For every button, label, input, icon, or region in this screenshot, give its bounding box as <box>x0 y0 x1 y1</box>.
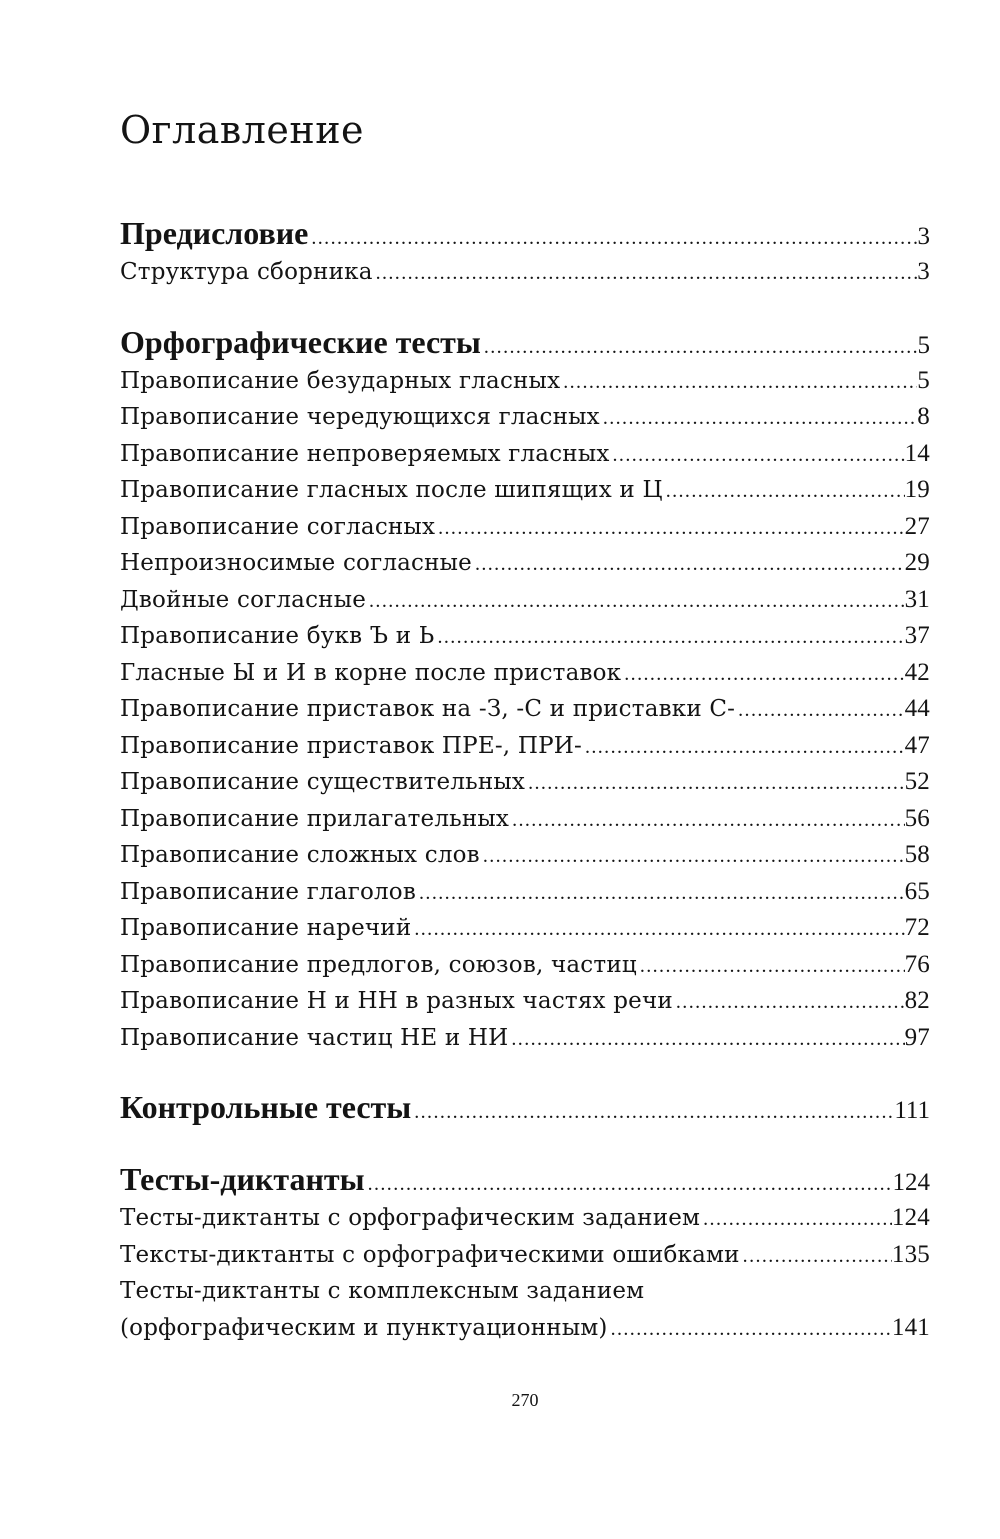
page-ref: 31 <box>904 585 930 613</box>
dot-leader <box>365 1163 893 1205</box>
toc-entry[interactable] <box>120 545 930 582</box>
entry-title: Правописание сложных слов <box>120 842 480 868</box>
section-title: Тесты-диктанты <box>120 1161 365 1197</box>
toc-entry[interactable] <box>120 801 930 838</box>
entry-title: Двойные согласные <box>120 586 367 613</box>
entry-title: Правописание наречий <box>120 915 412 941</box>
page-ref: 27 <box>904 512 930 540</box>
dot-leader <box>637 948 905 985</box>
page-ref: 8 <box>917 403 930 430</box>
page-ref: 47 <box>904 731 930 759</box>
entry-title: Правописание гласных после шипящих и Ц <box>120 477 663 503</box>
dot-leader <box>308 217 917 259</box>
toc-entry[interactable] <box>120 728 930 765</box>
dot-leader <box>621 656 904 693</box>
dot-leader <box>434 619 904 656</box>
entry-title: Гласные Ы и И в корне после приставок <box>120 659 622 686</box>
section-title: Предисловие <box>120 215 309 251</box>
page-ref: 14 <box>904 439 930 467</box>
page-ref: 135 <box>891 1240 930 1268</box>
page-ref: 97 <box>904 1023 930 1051</box>
dot-leader <box>411 911 904 948</box>
dot-leader <box>600 400 917 437</box>
dot-leader <box>508 1021 904 1058</box>
toc-section-heading[interactable] <box>120 1086 930 1128</box>
page-ref: 29 <box>904 549 930 576</box>
section-title: Орфографические тесты <box>120 323 481 360</box>
toc-entry[interactable] <box>120 947 930 984</box>
page-ref: 82 <box>904 987 930 1014</box>
toc-entry[interactable] <box>120 983 930 1020</box>
entry-title: Правописание согласных <box>120 513 436 540</box>
dot-leader <box>472 546 905 583</box>
toc-entry[interactable] <box>120 691 930 728</box>
entry-title: Правописание чередующихся гласных <box>120 404 600 430</box>
page-ref: 37 <box>904 622 930 649</box>
entry-title: Правописание предлогов, союзов, частиц <box>120 951 637 978</box>
page-title: Оглавление <box>120 108 365 152</box>
toc-entry[interactable] <box>120 764 930 801</box>
toc-section <box>120 321 930 1057</box>
entry-title: Структура сборника <box>120 259 373 285</box>
page-ref: 124 <box>891 1204 930 1231</box>
dot-leader <box>582 729 905 766</box>
toc-entry[interactable] <box>120 1310 930 1347</box>
toc-entry[interactable] <box>120 1020 930 1057</box>
toc-section <box>120 1086 930 1128</box>
dot-leader <box>480 838 905 875</box>
dot-leader <box>481 326 918 368</box>
page-ref: 76 <box>904 950 930 978</box>
toc-entry[interactable] <box>120 1200 930 1237</box>
toc-section <box>120 1158 930 1346</box>
entry-title: Правописание безударных гласных <box>120 367 561 394</box>
entry-title: (орфографическим и пунктуационным) <box>120 1314 608 1341</box>
entry-title: Правописание букв Ъ и Ь <box>120 623 435 649</box>
toc-section-heading[interactable] <box>120 321 930 363</box>
entry-title: Правописание глаголов <box>120 878 417 905</box>
entry-title: Правописание приставок на -З, -С и приставки С- <box>120 696 736 722</box>
page-ref: 5 <box>917 331 930 359</box>
page-ref: 124 <box>892 1169 930 1196</box>
page-ref: 5 <box>917 366 930 394</box>
toc-entry[interactable] <box>120 254 930 291</box>
dot-leader <box>673 984 905 1021</box>
dot-leader <box>366 583 905 620</box>
page-ref: 3 <box>917 223 930 250</box>
entry-title: Правописание непроверяемых гласных <box>120 440 610 467</box>
toc-entry[interactable] <box>120 582 930 619</box>
page-ref: 56 <box>904 804 930 832</box>
dot-leader <box>608 1311 892 1348</box>
toc-entry[interactable] <box>120 363 930 400</box>
dot-leader <box>740 1238 892 1275</box>
toc-entry[interactable] <box>120 618 930 655</box>
toc-section <box>120 212 930 291</box>
toc-entry[interactable] <box>120 910 930 947</box>
dot-leader <box>373 255 918 292</box>
page-ref: 141 <box>891 1313 930 1341</box>
dot-leader <box>735 692 904 729</box>
entry-title: Тесты-диктанты с орфографическим заданием <box>120 1205 701 1231</box>
dot-leader <box>663 473 905 510</box>
dot-leader <box>525 765 905 802</box>
dot-leader <box>560 364 917 401</box>
toc-entry[interactable] <box>120 1237 930 1274</box>
entry-title: Тексты-диктанты с орфографическими ошибками <box>120 1241 740 1268</box>
page-ref: 44 <box>904 695 930 722</box>
entry-title: Правописание Н и НН в разных частях речи <box>120 988 673 1014</box>
dot-leader <box>610 437 905 474</box>
toc-entry[interactable] <box>120 509 930 546</box>
entry-title: Правописание прилагательных <box>120 805 510 832</box>
dot-leader <box>416 875 905 912</box>
entry-title: Непроизносимые согласные <box>120 550 472 576</box>
entry-title: Правописание приставок ПРЕ-, ПРИ- <box>120 732 582 759</box>
toc-entry[interactable] <box>120 874 930 911</box>
dot-leader <box>700 1201 892 1238</box>
entry-title: Правописание частиц НЕ и НИ <box>120 1024 509 1051</box>
dot-leader <box>411 1091 894 1133</box>
toc-entry[interactable] <box>120 399 930 436</box>
page-ref: 65 <box>904 877 930 905</box>
dot-leader <box>435 510 904 547</box>
toc-section-heading[interactable] <box>120 212 930 254</box>
toc-entry[interactable] <box>120 837 930 874</box>
page-ref: 42 <box>904 658 930 686</box>
page-ref: 3 <box>917 258 930 285</box>
entry-title: Правописание существительных <box>120 769 526 795</box>
toc-entry[interactable] <box>120 472 930 509</box>
page-number: 270 <box>511 1390 539 1410</box>
page-ref: 52 <box>904 768 930 795</box>
page-ref: 111 <box>894 1097 930 1124</box>
toc-entry[interactable] <box>120 655 930 692</box>
page-ref: 58 <box>904 841 930 868</box>
dot-leader <box>509 802 905 839</box>
toc-entry[interactable] <box>120 436 930 473</box>
table-of-contents <box>120 212 930 1346</box>
page-ref: 72 <box>904 914 930 941</box>
entry-title-line[interactable]: Тесты-диктанты с комплексным заданием <box>120 1278 645 1304</box>
section-title: Контрольные тесты <box>120 1089 412 1125</box>
page-ref: 19 <box>904 476 930 503</box>
toc-section-heading[interactable] <box>120 1158 930 1200</box>
